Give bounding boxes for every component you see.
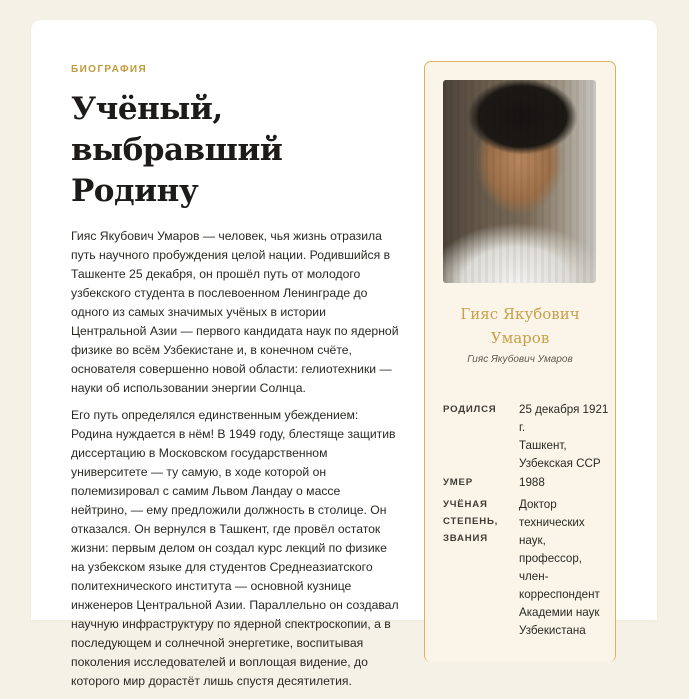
label-line: УЧЁНАЯ bbox=[443, 499, 488, 510]
article-card bbox=[31, 20, 657, 688]
article-title-line-1: Учёный, bbox=[71, 91, 223, 127]
photo-texture bbox=[443, 80, 596, 283]
infobox-name-line-1: Гияс Якубович bbox=[460, 305, 580, 323]
label-line: СТЕПЕНЬ, bbox=[443, 516, 499, 527]
value-line: Узбекская ССР bbox=[519, 457, 601, 470]
portrait-photo bbox=[443, 80, 596, 283]
value-line: корреспондент bbox=[519, 588, 600, 601]
label-line: РОДИЛСЯ bbox=[443, 404, 497, 415]
infobox-name-line-2: Умаров bbox=[490, 329, 550, 347]
value-line: 25 декабря 1921 bbox=[519, 403, 609, 416]
value-line: Ташкент, bbox=[519, 439, 567, 452]
infobox-label-died bbox=[443, 474, 517, 491]
paragraph-2: Его путь определялся единственным убеждением: Родина нуждается в нём! В 1949 году, блестяще защитив диссертацию в Московском государственном университете — ту самую, в ходе которой он полемизировал с самим Львом Ландау о массе нейтрино, — ему предложили должность в столице. Он отказался. Он вернулся в Ташкент, где провёл остаток жизни: первым делом он создал курс лекций по физике на узбекском языке для студентов Среднеазиатского политехнического института — основной кузнице инженеров Центральной Азии. Параллельно он создавал научную инфраструктуру по ядерной спектроскопии, а в последующем и солнечной энергетике, воспитывая поколения исследователей и воплощая видение, до которого мир дорастёт лишь спустя десятилетия. bbox=[71, 408, 399, 688]
article-body bbox=[71, 64, 399, 699]
value-line: Академии наук bbox=[519, 606, 600, 619]
paragraph-1: Гияс Якубович Умаров — человек, чья жизнь отразила путь научного пробуждения целой нации. Родившийся в Ташкенте 25 декабря, он прошёл путь от молодого узбекского студента в послевоенном Ленинграде до одного из самых значимых учёных в истории Центральной Азии — первого кандидата наук по ядерной физике во всём Узбекистане и, в конечном счёте, основателя совершенно новой области: гелиотехники — науки об использовании энергии Солнца. bbox=[71, 229, 399, 395]
value-line: Доктор bbox=[519, 498, 557, 511]
section-eyebrow: БИОГРАФИЯ bbox=[71, 64, 148, 75]
infobox-native-name: Гияс Якубович Умаров bbox=[467, 354, 573, 365]
value-line: 1988 bbox=[519, 476, 545, 489]
biography-infobox bbox=[424, 61, 616, 662]
infobox-value-born bbox=[519, 401, 611, 473]
value-line: г. bbox=[519, 421, 526, 434]
infobox-label-born bbox=[443, 401, 517, 418]
infobox-name bbox=[425, 302, 615, 350]
value-line: профессор, bbox=[519, 552, 583, 565]
value-line: член- bbox=[519, 570, 549, 583]
infobox-value-degree bbox=[519, 496, 611, 640]
article-title-line-2: выбравший Родину bbox=[71, 132, 283, 209]
label-line: ЗВАНИЯ bbox=[443, 533, 488, 544]
value-line: технических наук, bbox=[519, 516, 585, 547]
infobox-value-died bbox=[519, 474, 611, 492]
value-line: Узбекистана bbox=[519, 624, 586, 637]
label-line: УМЕР bbox=[443, 477, 473, 488]
article-title bbox=[71, 89, 399, 212]
infobox-label-degree bbox=[443, 496, 517, 547]
